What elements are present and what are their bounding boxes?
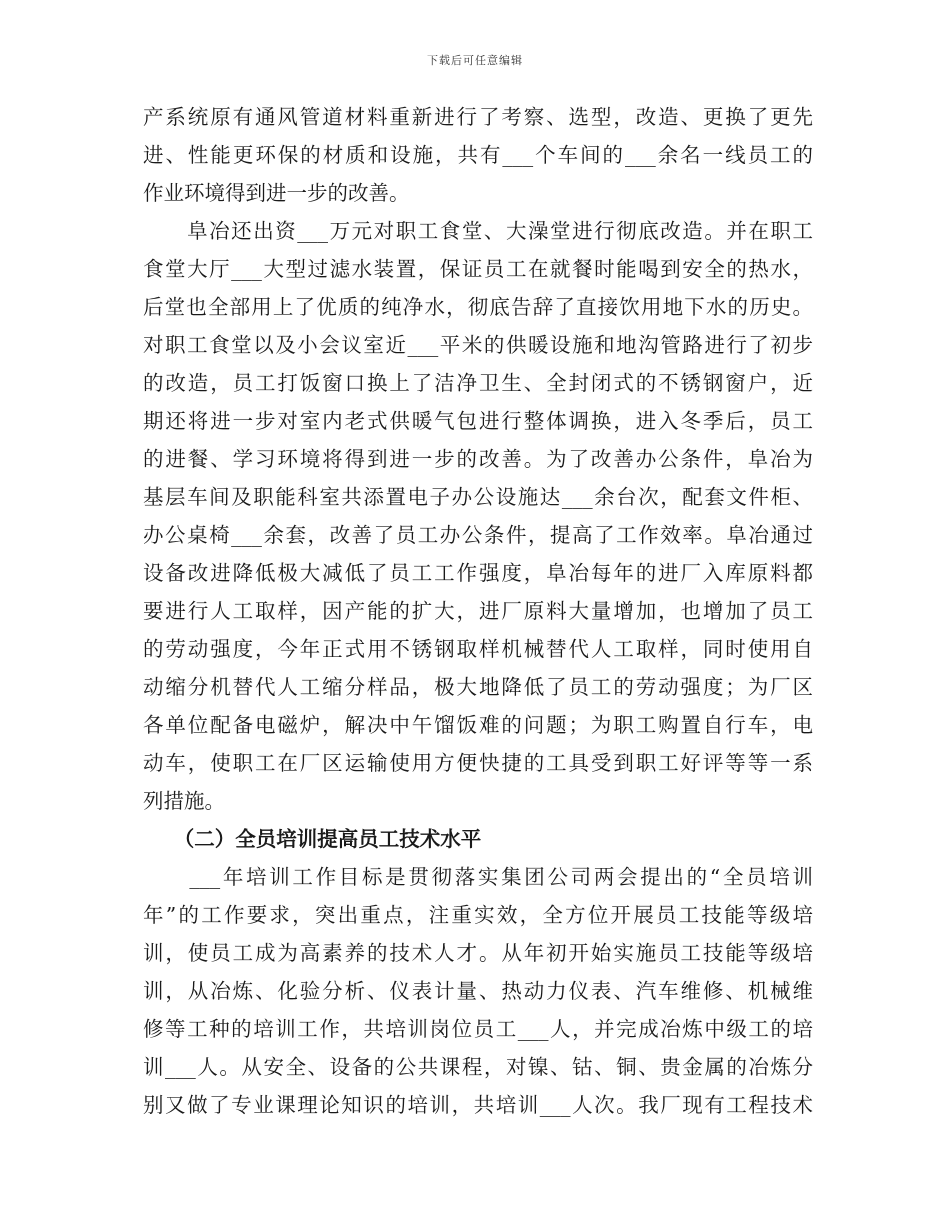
text-line: 列措施。	[143, 789, 225, 813]
text-line: 基层车间及职能科室共添置电子办公设施达___余台次，配套文件柜、	[143, 485, 813, 509]
text-line: 训，从冶炼、化验分析、仪表计量、热动力仪表、汽车维修、机械维	[143, 979, 813, 1003]
section-heading: （二）全员培训提高员工技术水平	[143, 827, 482, 851]
text-line: 训，使员工成为高素养的技术人才。从年初开始实施员工技能等级培	[143, 941, 813, 965]
text-line: ___年培训工作目标是贯彻落实集团公司两会提出的“全员培训	[143, 865, 813, 889]
text-line: 对职工食堂以及小会议室近___平米的供暖设施和地沟管路进行了初步	[143, 333, 813, 357]
text-line: 设备改进降低极大减低了员工工作强度，阜冶每年的进厂入库原料都	[143, 561, 813, 585]
text-line: 产系统原有通风管道材料重新进行了考察、选型，改造、更换了更先	[143, 105, 813, 129]
text-line: 各单位配备电磁炉，解决中午馏饭难的问题；为职工购置自行车，电	[143, 713, 813, 737]
text-line: 办公桌椅___余套，改善了员工办公条件，提高了工作效率。阜冶通过	[143, 523, 813, 547]
text-line: 作业环境得到进一步的改善。	[143, 181, 410, 205]
text-line: 的进餐、学习环境将得到进一步的改善。为了改善办公条件，阜冶为	[143, 447, 813, 471]
text-line: 阜冶还出资___万元对职工食堂、大澡堂进行彻底改造。并在职工	[143, 219, 813, 243]
text-line: 进、性能更环保的材质和设施，共有___个车间的___余名一线员工的	[143, 143, 813, 167]
text-line: 的劳动强度，今年正式用不锈钢取样机械替代人工取样，同时使用自	[143, 637, 813, 661]
text-line: 别又做了专业课理论知识的培训，共培训___人次。我厂现有工程技术	[143, 1093, 813, 1117]
text-line: 后堂也全部用上了优质的纯净水，彻底告辞了直接饮用地下水的历史。	[143, 295, 813, 319]
text-line: 食堂大厅___大型过滤水装置，保证员工在就餐时能喝到安全的热水，	[143, 257, 813, 281]
text-line: 年”的工作要求，突出重点，注重实效，全方位开展员工技能等级培	[143, 903, 813, 927]
text-line: 动缩分机替代人工缩分样品，极大地降低了员工的劳动强度；为厂区	[143, 675, 813, 699]
page-header: 下载后可任意编辑	[427, 54, 523, 67]
text-line: 动车，使职工在厂区运输使用方便快捷的工具受到职工好评等等一系	[143, 751, 813, 775]
text-line: 的改造，员工打饭窗口换上了洁净卫生、全封闭式的不锈钢窗户，近	[143, 371, 813, 395]
document-body	[143, 98, 813, 1124]
text-line: 要进行人工取样，因产能的扩大，进厂原料大量增加，也增加了员工	[143, 599, 813, 623]
text-line: 期还将进一步对室内老式供暖气包进行整体调换，进入冬季后，员工	[143, 409, 813, 433]
text-line: 修等工种的培训工作，共培训岗位员工___人，并完成冶炼中级工的培	[143, 1017, 813, 1041]
text-line: 训___人。从安全、设备的公共课程，对镍、钴、铜、贵金属的冶炼分	[143, 1055, 813, 1079]
